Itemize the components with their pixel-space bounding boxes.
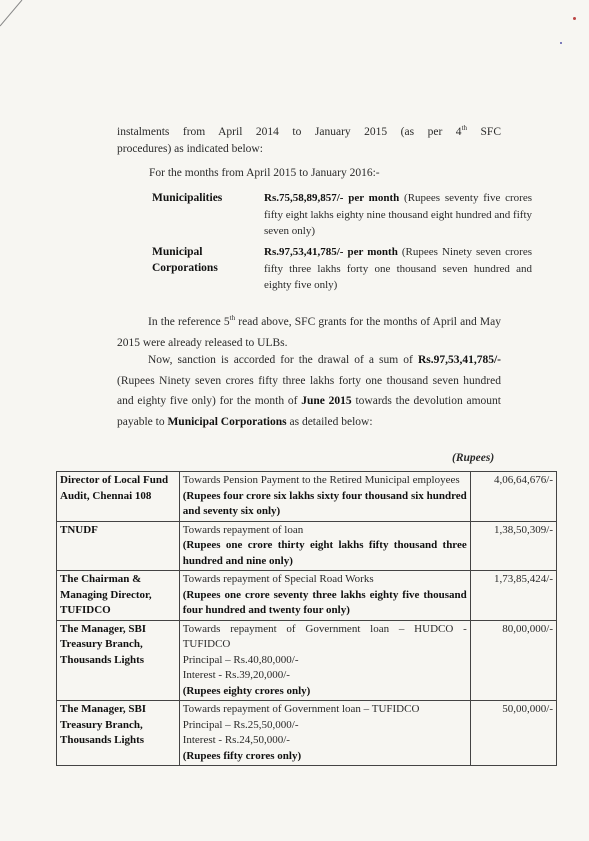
sanction-text-b: (Rupees Ninety seven crores fifty three lakhs forty one thousand seven hundred and eighty five only) for the month of [117, 374, 501, 407]
reference-paragraph [117, 312, 501, 354]
schedule-amount: Rs.97,53,41,785/- per month [264, 246, 398, 258]
breakup-line: Interest - Rs.24,50,000/- [182, 734, 290, 746]
purpose-cell [179, 701, 470, 766]
intro-line-1-tail: SFC [467, 125, 501, 138]
table-row [57, 472, 557, 522]
intro-line-3: For the months from April 2015 to January 2016:- [149, 167, 380, 179]
blue-ink-dot [560, 42, 562, 44]
intro-line-1-text: instalments from April 2014 to January 2015 (as per 4 [117, 125, 462, 138]
amount-in-words: (Rupees four crore six lakhs sixty four thousand six hundred and seventy six only) [182, 489, 467, 517]
table-row [57, 571, 557, 621]
payment-table-body [57, 472, 557, 766]
purpose-cell [179, 571, 470, 621]
sanction-amount: Rs.97,53,41,785/- [417, 354, 501, 366]
ref-text-b: read above, SFC grants for the months of April and May 2015 were already released to ULBs. [117, 316, 501, 349]
table-row [57, 521, 557, 571]
amount-in-words: (Rupees one crore thirty eight lakhs fifty thousand three hundred and nine only) [182, 539, 467, 567]
payee-cell: The Manager, SBI Treasury Branch, Thousands Lights [57, 620, 180, 701]
breakup-line: Principal – Rs.40,80,000/- [182, 653, 299, 666]
schedule-amount: Rs.75,58,89,857/- per month [264, 192, 400, 204]
red-ink-dot [573, 17, 576, 20]
schedule-label-corporations: Municipal Corporations [152, 246, 218, 274]
sanction-payee: Municipal Corporations [167, 415, 287, 428]
table-row [57, 620, 557, 701]
schedule-text-corporations [264, 244, 532, 294]
breakup-line: Interest - Rs.39,20,000/- [182, 669, 290, 681]
sanction-text-a: Now, sanction is accorded for the drawal of a sum of [148, 354, 418, 366]
amount-cell: 4,06,64,676/- [470, 472, 556, 522]
purpose-cell [179, 521, 470, 571]
purpose-cell [179, 472, 470, 522]
amount-in-words: (Rupees fifty crores only) [182, 749, 302, 762]
sanction-text-c: towards the devolution amount payable to [117, 395, 501, 428]
payee-cell: Director of Local Fund Audit, Chennai 108 [57, 472, 180, 522]
payee-cell: The Manager, SBI Treasury Branch, Thousands Lights [57, 701, 180, 766]
purpose-text: Towards repayment of Government loan – HUDCO - TUFIDCO [182, 622, 467, 650]
breakup-line: Principal – Rs.25,50,000/- [182, 718, 299, 731]
amount-cell: 1,73,85,424/- [470, 571, 556, 621]
table-row [57, 701, 557, 766]
table-unit-label: (Rupees) [452, 452, 495, 464]
intro-line-2: procedures) as indicated below: [117, 143, 263, 155]
ref-text-a: In the reference 5 [148, 316, 230, 328]
sanction-paragraph [117, 350, 501, 432]
schedule-text-municipalities [264, 190, 532, 240]
corner-fold-mark [0, 0, 28, 28]
payee-cell: TNUDF [57, 521, 180, 571]
purpose-text: Towards repayment of loan [182, 523, 304, 536]
purpose-text: Towards Pension Payment to the Retired Municipal employees [182, 474, 460, 486]
sanction-text-d: as detailed below: [286, 415, 373, 428]
amount-in-words: (Rupees eighty crores only) [182, 684, 311, 697]
sanction-month: June 2015 [301, 395, 352, 407]
payee-cell: The Chairman & Managing Director, TUFIDCO [57, 571, 180, 621]
ordinal-suffix: th [461, 124, 468, 132]
schedule-label-municipalities: Municipalities [152, 192, 223, 204]
amount-cell: 50,00,000/- [470, 701, 556, 766]
amount-cell: 1,38,50,309/- [470, 521, 556, 571]
ordinal-suffix: th [229, 314, 236, 323]
schedule-words: (Rupees seventy five crores fifty eight lakhs eighty nine thousand eight hundred and fifty seven only) [264, 192, 532, 237]
amount-cell: 80,00,000/- [470, 620, 556, 701]
purpose-cell [179, 620, 470, 701]
schedule-words: (Rupees Ninety seven crores fifty three lakhs forty one thousand seven hundred and eighty five only) [264, 246, 532, 291]
purpose-text: Towards repayment of Government loan – TUFIDCO [182, 703, 420, 715]
purpose-text: Towards repayment of Special Road Works [182, 573, 374, 585]
payment-table [56, 471, 557, 766]
amount-in-words: (Rupees one crore seventy three lakhs eighty five thousand four hundred and twenty four only) [182, 588, 467, 616]
